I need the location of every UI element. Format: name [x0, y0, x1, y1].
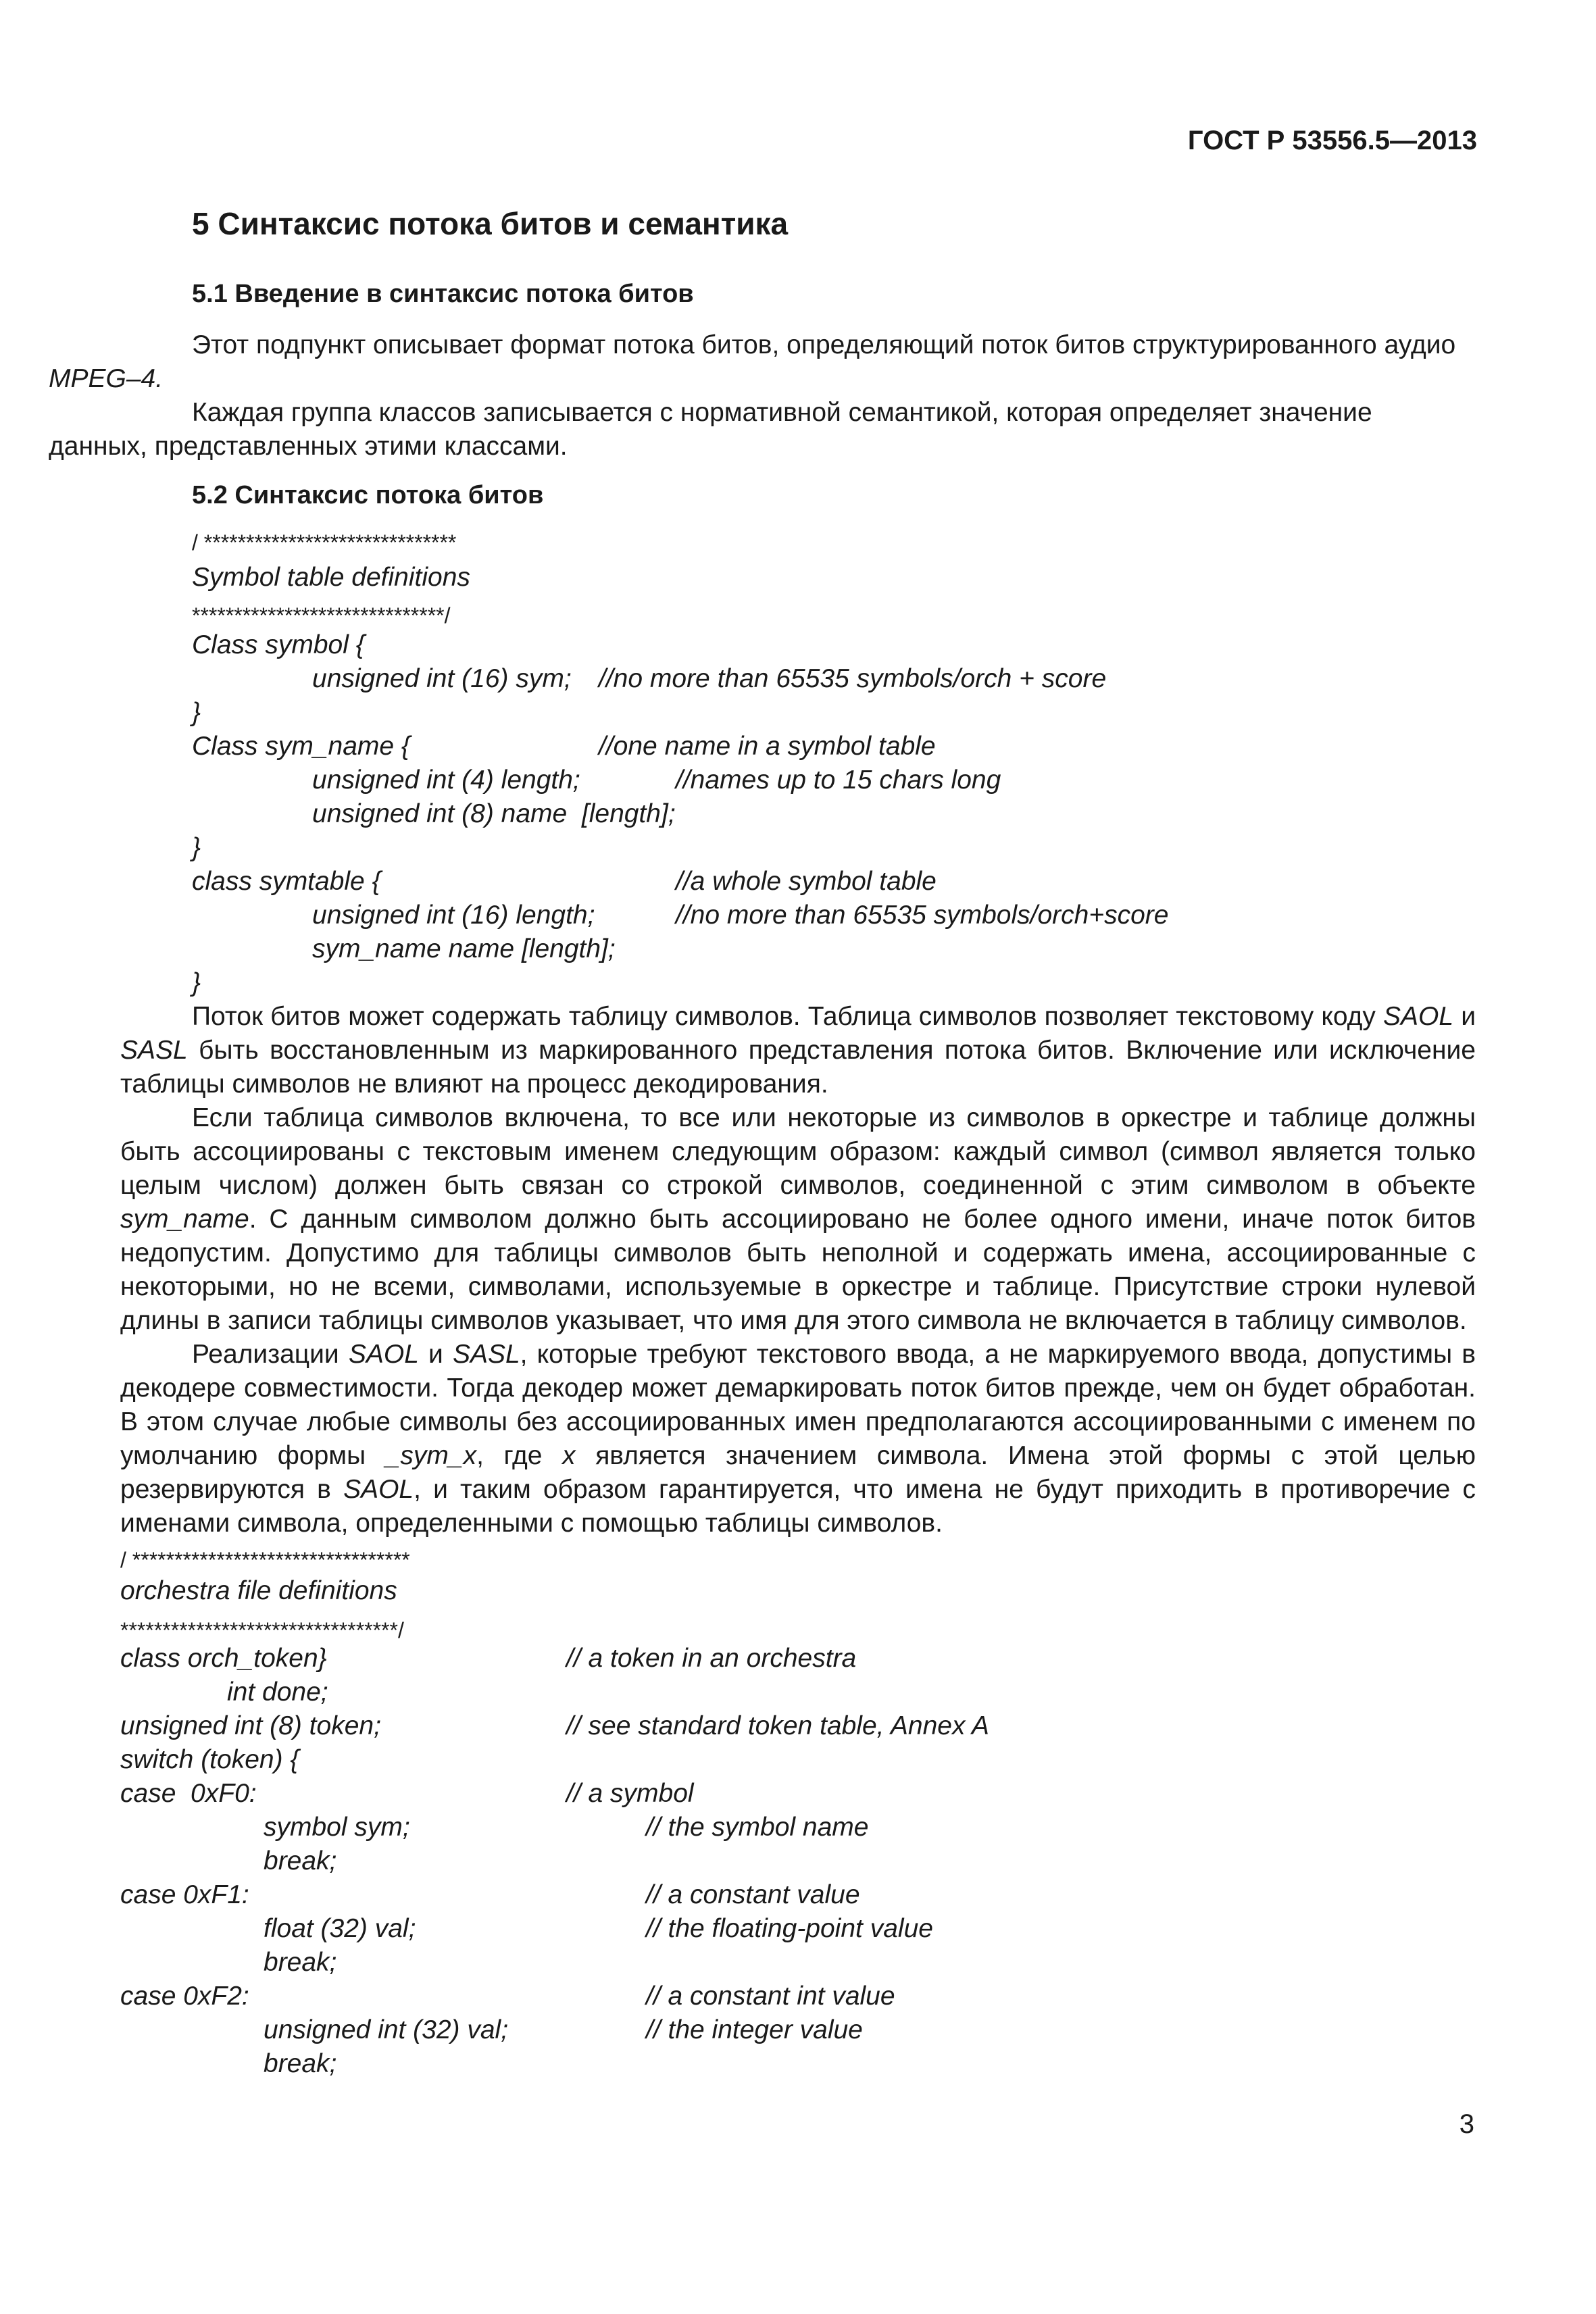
code-line: unsigned int (4) length;: [312, 765, 580, 795]
body-paragraph-1: Поток битов может содержать таблицу символов. Таблица символов позволяет текстовому коду SAOL и SASL быть восстановленным из маркированного представления потока битов. Включение или исключение таблицы символов не влияют на процесс декодирования.: [120, 1002, 1476, 1099]
code-comment: //names up to 15 chars long: [676, 765, 1001, 795]
page-number: 3: [1459, 2109, 1474, 2139]
subsection-title-5-1: 5.1 Введение в синтаксис потока битов: [192, 280, 694, 308]
code-line: Symbol table definitions: [192, 563, 470, 592]
body-paragraph-2: Если таблица символов включена, то все или некоторые из символов в оркестре и таблице должны быть ассоциированы с текстовым именем следующим образом: каждый символ (символ является только целым числом) должен быть связан со строкой символов, соединенной с этим символом в объекте sym_name. С данным символом должно быть ассоциировано не более одного имени, иначе поток битов недопустим. Допустимо для таблицы символов быть неполной и содержать имена, ассоциированные с некоторыми, но не всеми, символами, используемые в оркестре и таблице. Присутствие строки нулевой длины в записи таблицы символов указывает, что имя для этого символа не включается в таблицу символов.: [120, 1103, 1476, 1335]
code-line: }: [192, 968, 201, 997]
code-line: Class sym_name {: [192, 732, 410, 761]
code-comment: //no more than 65535 symbols/orch+score: [676, 901, 1169, 930]
section-title: 5 Синтаксис потока битов и семантика: [192, 206, 789, 241]
code-line: break;: [264, 1948, 337, 1977]
subsection-title-5-2: 5.2 Синтаксис потока битов: [192, 481, 544, 509]
code-comment: //no more than 65535 symbols/orch + score: [599, 664, 1107, 693]
code-line: sym_name name [length];: [312, 934, 616, 963]
code-line: }: [192, 833, 201, 862]
code-comment: //one name in a symbol table: [599, 732, 936, 761]
code-line: case 0xF1:: [120, 1880, 249, 1909]
document-id: ГОСТ Р 53556.5—2013: [1187, 126, 1477, 155]
code-line: break;: [264, 2049, 337, 2078]
code-line: int done;: [227, 1678, 328, 1707]
code-line: unsigned int (16) sym;: [312, 664, 572, 693]
code-line: *********************************/: [120, 1618, 404, 1642]
code-comment: // a constant value: [646, 1880, 860, 1909]
body-paragraph-3: Реализации SAOL и SASL, которые требуют текстового ввода, а не маркируемого ввода, допустимы в декодере совместимости. Тогда декодер может демаркировать поток битов прежде, чем он будет обработан. В этом случае любые символы без ассоциированных имен предполагаются ассоциированными с именем по умолчанию формы _sym_x, где x является значением символа. Имена этой формы с этой целью резервируются в SAOL, и таким образом гарантируется, что имена не будут приходить в противоречие с именами символа, определенными с помощью таблицы символов.: [120, 1340, 1476, 1538]
code-line: switch (token) {: [120, 1745, 299, 1774]
code-line: / *********************************: [120, 1548, 410, 1572]
code-line: unsigned int (32) val;: [264, 2015, 509, 2044]
code-line: symbol sym;: [264, 1813, 410, 1842]
code-line: class orch_token}: [120, 1644, 327, 1673]
code-line: unsigned int (8) name [length];: [312, 799, 676, 828]
code-comment: // see standard token table, Annex A: [566, 1711, 989, 1740]
code-line: case 0xF0:: [120, 1779, 257, 1808]
code-line: orchestra file definitions: [120, 1576, 397, 1605]
code-comment: // the integer value: [646, 2015, 863, 2044]
code-line: class symtable {: [192, 867, 381, 896]
code-line: case 0xF2:: [120, 1982, 249, 2011]
code-comment: // a symbol: [566, 1779, 694, 1808]
code-line: ******************************/: [192, 603, 451, 628]
code-line: break;: [264, 1846, 337, 1876]
code-line: }: [192, 698, 201, 727]
intro-paragraph-2: Каждая группа классов записывается с нормативной семантикой, которая определяет значение данных, представленных этими классами.: [49, 398, 1372, 461]
code-line: float (32) val;: [264, 1914, 416, 1943]
intro-paragraph: Этот подпункт описывает формат потока битов, определяющий поток битов структурированного аудио MPEG–4.: [49, 330, 1456, 393]
code-comment: // a constant int value: [646, 1982, 895, 2011]
code-comment: // the symbol name: [646, 1813, 869, 1842]
code-line: unsigned int (16) length;: [312, 901, 595, 930]
code-comment: // a token in an orchestra: [566, 1644, 857, 1673]
code-comment: // the floating-point value: [646, 1914, 933, 1943]
code-comment: //a whole symbol table: [676, 867, 937, 896]
code-line: / ******************************: [192, 530, 457, 555]
code-line: Class symbol {: [192, 630, 365, 659]
code-line: unsigned int (8) token;: [120, 1711, 381, 1740]
